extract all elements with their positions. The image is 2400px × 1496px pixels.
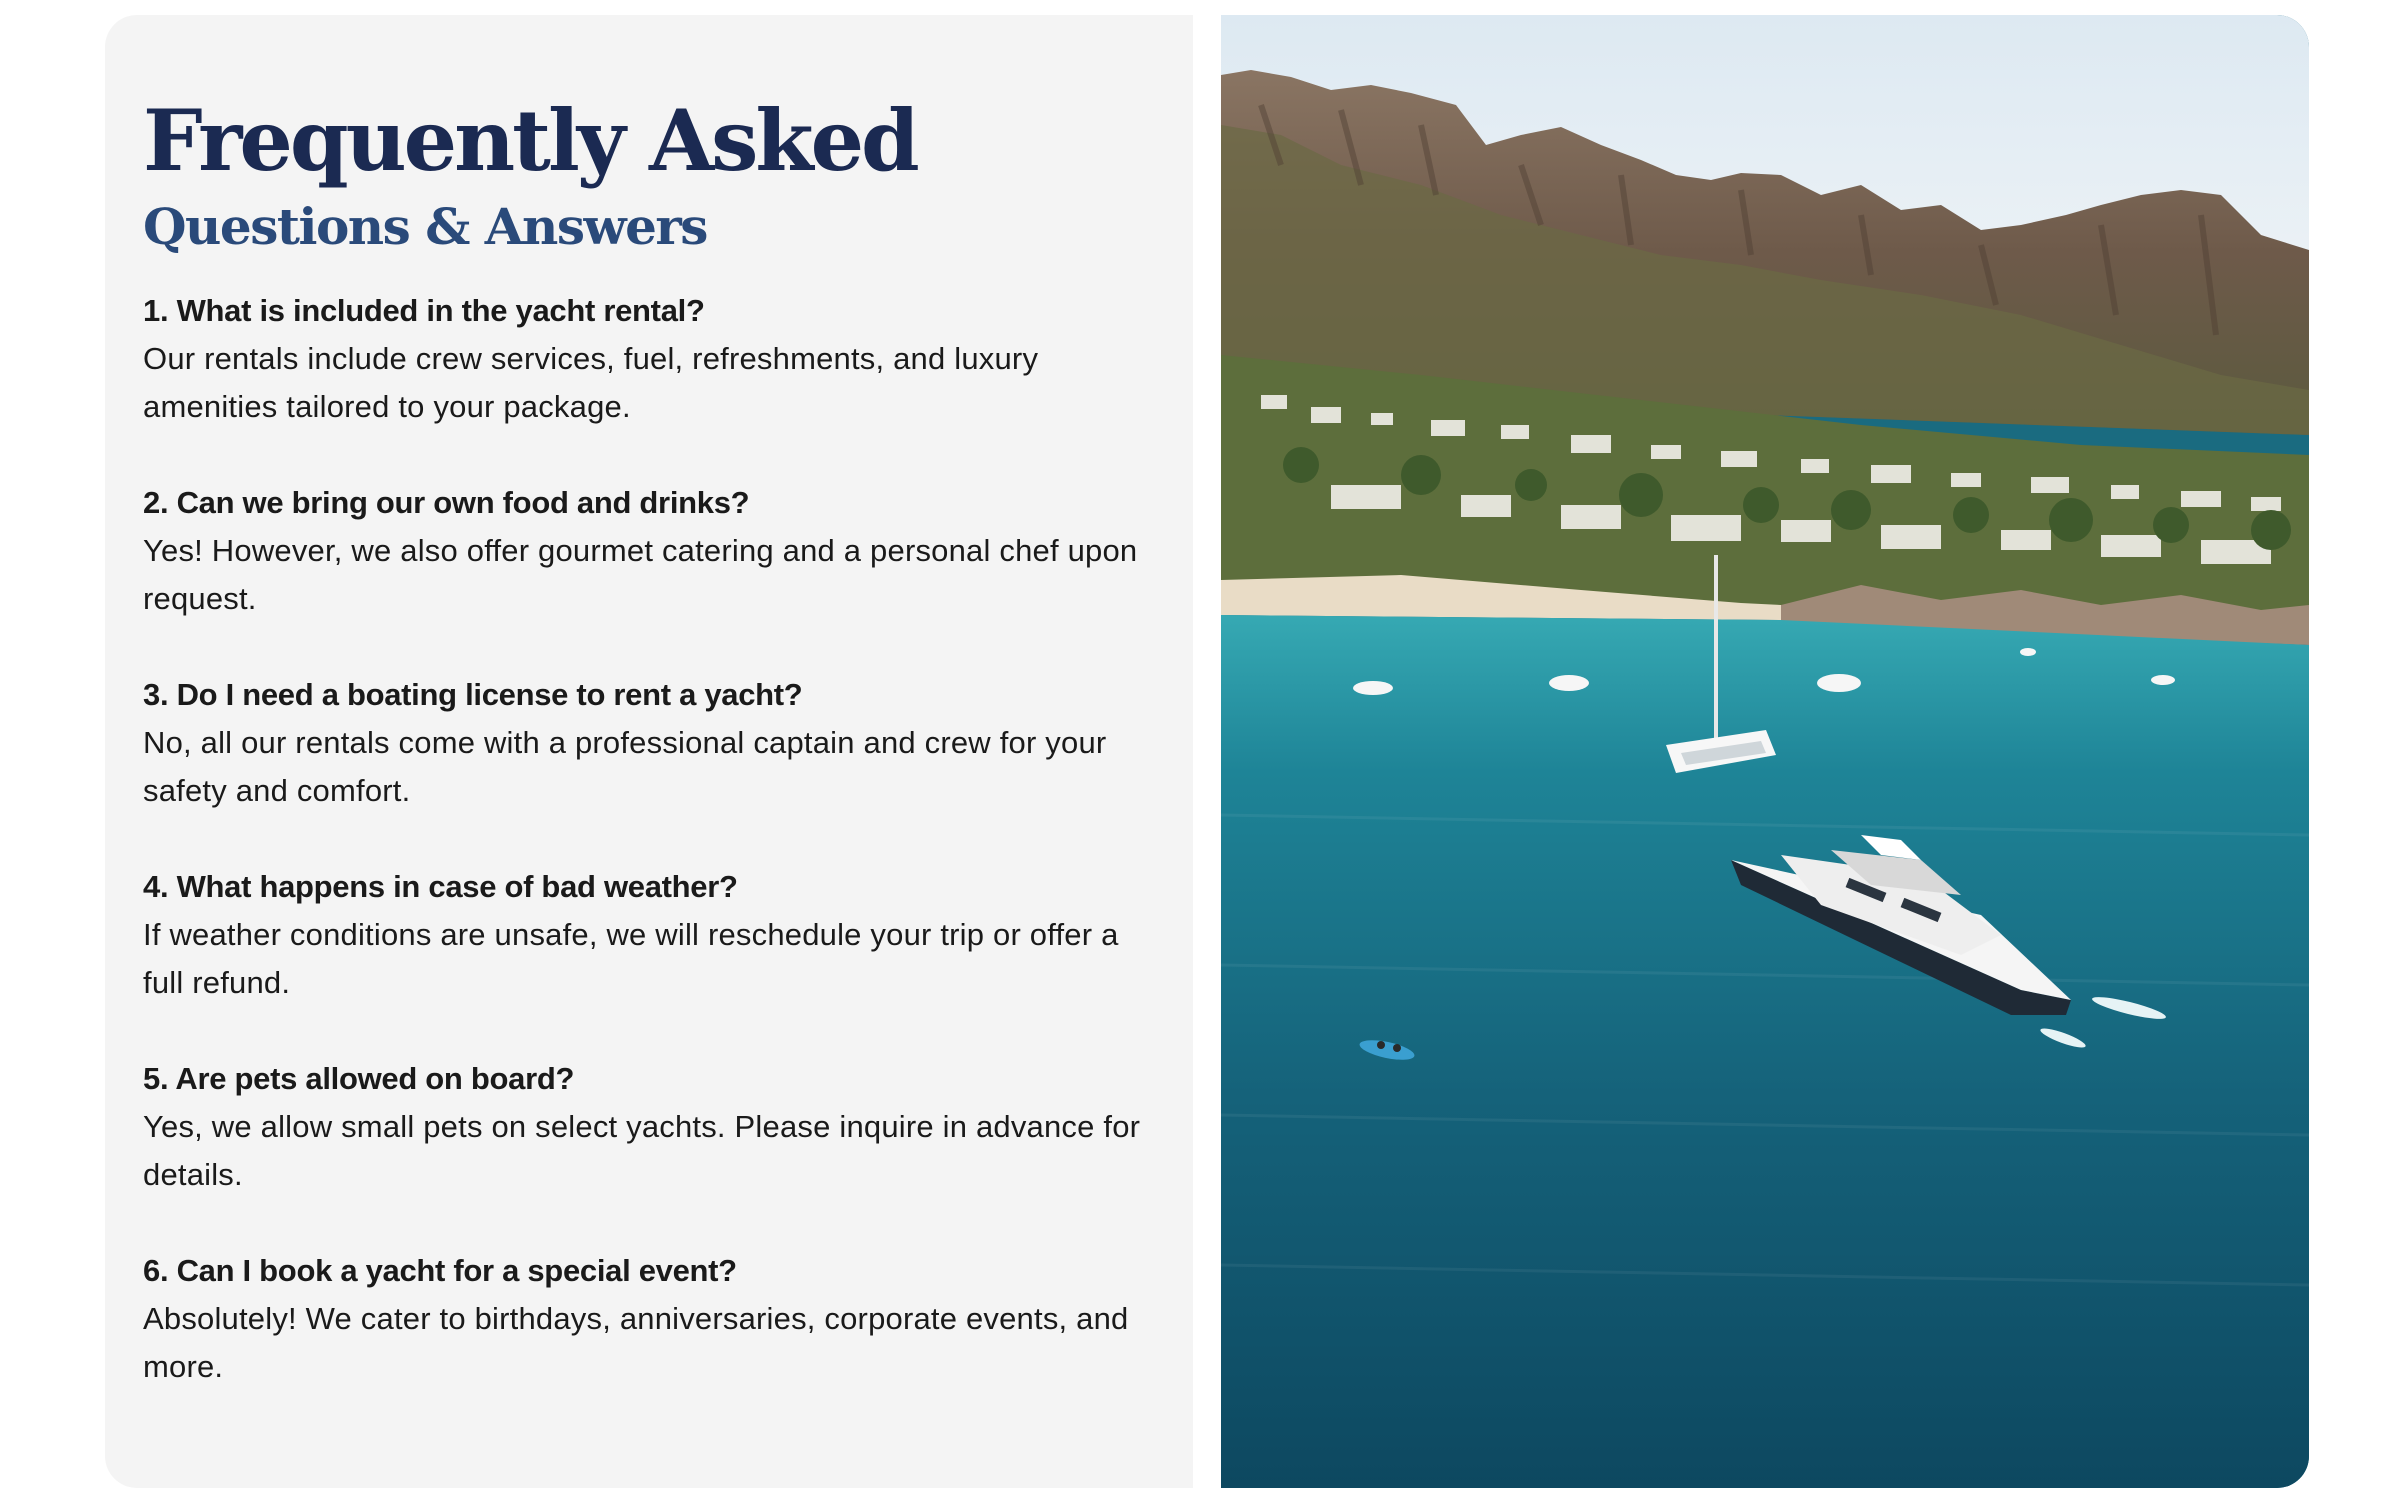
faq-item — [143, 1055, 1143, 1199]
faq-answer: Absolutely! We cater to birthdays, anniversaries, corporate events, and more. — [143, 1301, 1129, 1385]
faq-answer: Yes! However, we also offer gourmet catering and a personal chef upon request. — [143, 533, 1138, 617]
faq-question: 4. What happens in case of bad weather? — [143, 869, 738, 905]
faq-question: 6. Can I book a yacht for a special event? — [143, 1253, 737, 1289]
yacht-bay-photo — [1221, 15, 2309, 1488]
faq-answer: If weather conditions are unsafe, we will reschedule your trip or offer a full refund. — [143, 917, 1119, 1001]
faq-question: 1. What is included in the yacht rental? — [143, 293, 705, 329]
faq-question: 3. Do I need a boating license to rent a yacht? — [143, 677, 803, 713]
faq-answer: Our rentals include crew services, fuel, refreshments, and luxury amenities tailored to your package. — [143, 341, 1039, 425]
faq-item — [143, 479, 1143, 623]
faq-title: Frequently Asked — [143, 91, 917, 190]
faq-answer: No, all our rentals come with a professional captain and crew for your safety and comfort. — [143, 725, 1107, 809]
faq-question: 5. Are pets allowed on board? — [143, 1061, 575, 1097]
faq-item — [143, 671, 1143, 815]
faq-item — [143, 1247, 1143, 1391]
faq-item — [143, 287, 1143, 431]
faq-list — [143, 287, 1155, 1391]
faq-subtitle: Questions & Answers — [143, 197, 707, 257]
faq-answer: Yes, we allow small pets on select yachts. Please inquire in advance for details. — [143, 1109, 1141, 1193]
faq-question: 2. Can we bring our own food and drinks? — [143, 485, 750, 521]
faq-item — [143, 863, 1143, 1007]
faq-panel — [105, 15, 1193, 1488]
